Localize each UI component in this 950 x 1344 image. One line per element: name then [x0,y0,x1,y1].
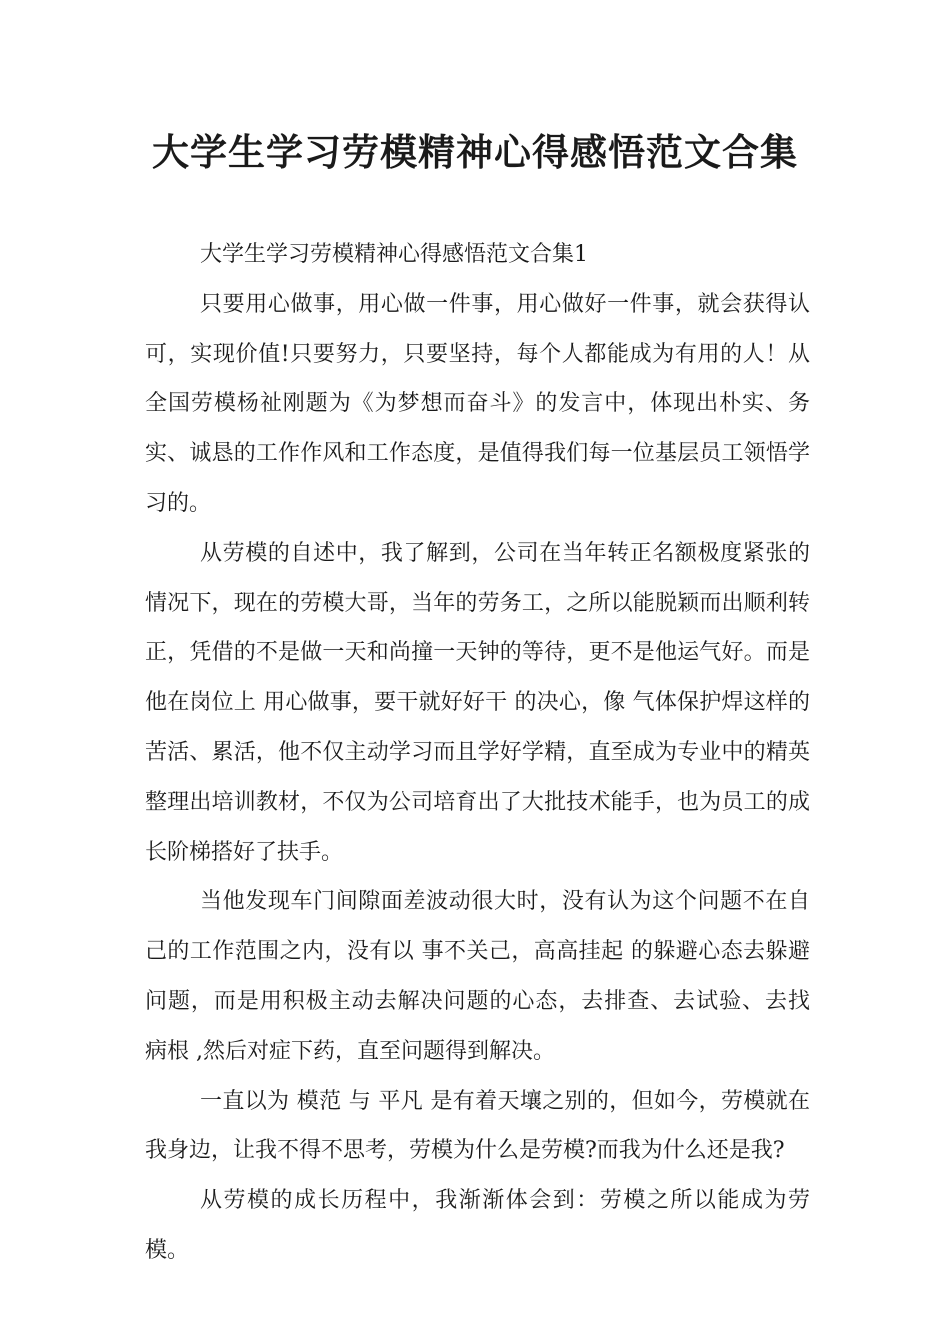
section-heading: 大学生学习劳模精神心得感悟范文合集1 [200,242,588,267]
document-body [145,230,810,1276]
paragraph-5: 从劳模的成长历程中，我渐渐体会到：劳模之所以能成为劳模。 [145,1188,810,1263]
paragraph-4: 一直以为 模范 与 平凡 是有着天壤之别的，但如今，劳模就在我身边，让我不得不思考，劳模为什么是劳模?而我为什么还是我? [145,1088,810,1164]
paragraph-1: 只要用心做事，用心做一件事，用心做好一件事，就会获得认可，实现价值!只要努力，只要坚持，每个人都能成为有用的人！从全国劳模杨祉刚题为《为梦想而奋斗》的发言中，体现出朴实、务实、诚恳的工作作风和工作态度，是值得我们每一位基层员工领悟学习的。 [145,291,810,516]
paragraph-3: 当他发现车门间隙面差波动很大时，没有认为这个问题不在自己的工作范围之内，没有以 事不关己，高高挂起 的躲避心态去躲避问题，而是用积极主动去解决问题的心态，去排查、去试验、去找 病根 ,然后对症下药，直至问题得到解决。 [145,889,810,1064]
paragraph-2: 从劳模的自述中，我了解到，公司在当年转正名额极度紧张的情况下，现在的劳模大哥，当年的劳务工，之所以能脱颖而出顺利转正，凭借的不是做一天和尚撞一天钟的等待，更不是他运气好。而是他在岗位上 用心做事，要干就好好干 的决心，像 气体保护焊这样的苦活、累活，他不仅主动学习而且学好学精，直至成为专业中的精英整理出培训教材，不仅为公司培育出了大批技术能手，也为员工的成长阶梯搭好了扶手。 [145,540,810,865]
document-title: 大学生学习劳模精神心得感悟范文合集 [152,131,798,174]
